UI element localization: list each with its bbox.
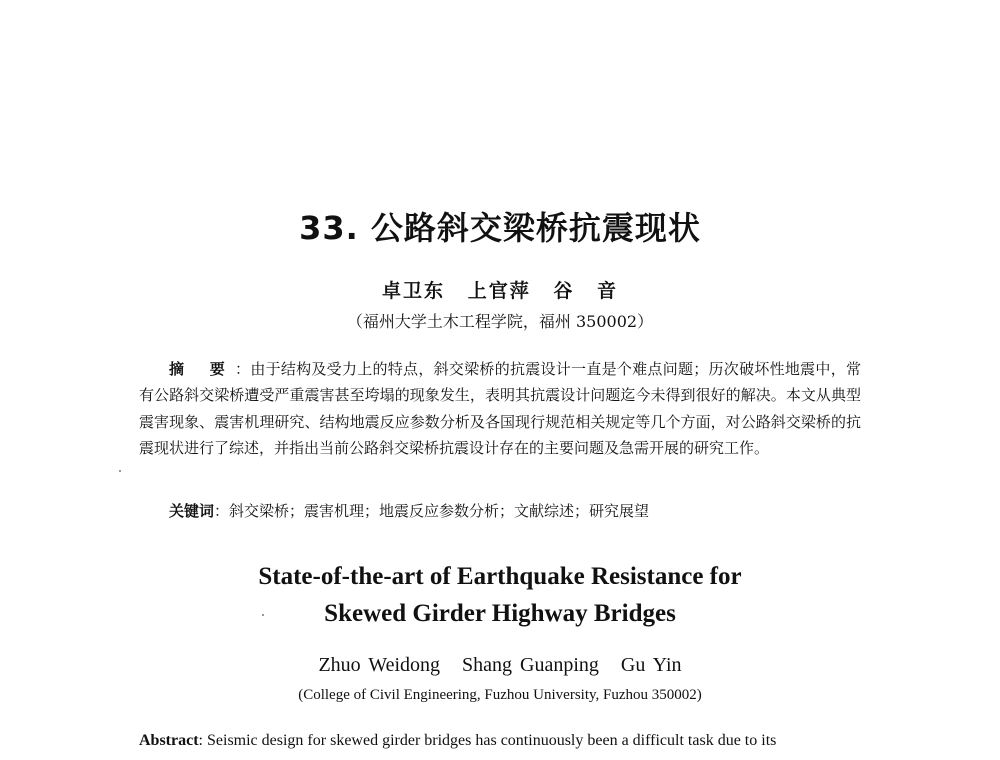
english-authors — [0, 654, 1000, 677]
chinese-affiliation: （福州大学土木工程学院，福州 350002） — [346, 312, 654, 331]
english-title-line-2: Skewed Girder Highway Bridges — [324, 600, 676, 627]
chinese-keywords-text: ：斜交梁桥；震害机理；地震反应参数分析；文献综述；研究展望 — [214, 502, 650, 520]
scan-speck — [119, 470, 121, 472]
chinese-title: 33. 公路斜交梁桥抗震现状 — [299, 209, 701, 247]
english-title — [0, 558, 1000, 632]
english-author-1: Zhuo Weidong — [318, 654, 441, 676]
chinese-keywords — [169, 498, 861, 524]
chinese-abstract-label: 摘 要 — [169, 360, 236, 378]
chinese-author-1: 卓卫东 — [382, 280, 446, 302]
chinese-keywords-label: 关键词 — [169, 502, 215, 520]
chinese-abstract-text: ：由于结构及受力上的特点，斜交梁桥的抗震设计一直是个难点问题；历次破坏性地震中，常有公路斜交梁桥遭受严重震害甚至垮塌的现象发生，表明其抗震设计问题迄今未得到很好的解决。本文从典型震害现象、震害机理研究、结构地震反应参数分析及各国现行规范相关规定等几个方面，对公路斜交梁桥的抗震现状进行了综述，并指出当前公路斜交梁桥抗震设计存在的主要问题及急需开展的研究工作。 — [139, 360, 861, 458]
chinese-abstract — [139, 356, 861, 462]
chinese-authors — [0, 276, 1000, 303]
english-author-2: Shang Guanping — [462, 654, 599, 676]
english-title-line-1: State-of-the-art of Earthquake Resistance for — [258, 563, 742, 590]
chinese-author-3: 谷 音 — [553, 280, 618, 302]
scan-speck — [262, 614, 264, 616]
english-abstract-label: Abstract — [139, 732, 199, 749]
english-author-3: Gu Yin — [620, 654, 682, 676]
english-abstract — [139, 730, 861, 752]
chinese-author-2: 上官萍 — [467, 280, 531, 302]
english-affiliation: (College of Civil Engineering, Fuzhou University, Fuzhou 350002) — [298, 687, 702, 703]
english-abstract-text: : Seismic design for skewed girder bridges has continuously been a difficult task due to its — [198, 732, 777, 749]
